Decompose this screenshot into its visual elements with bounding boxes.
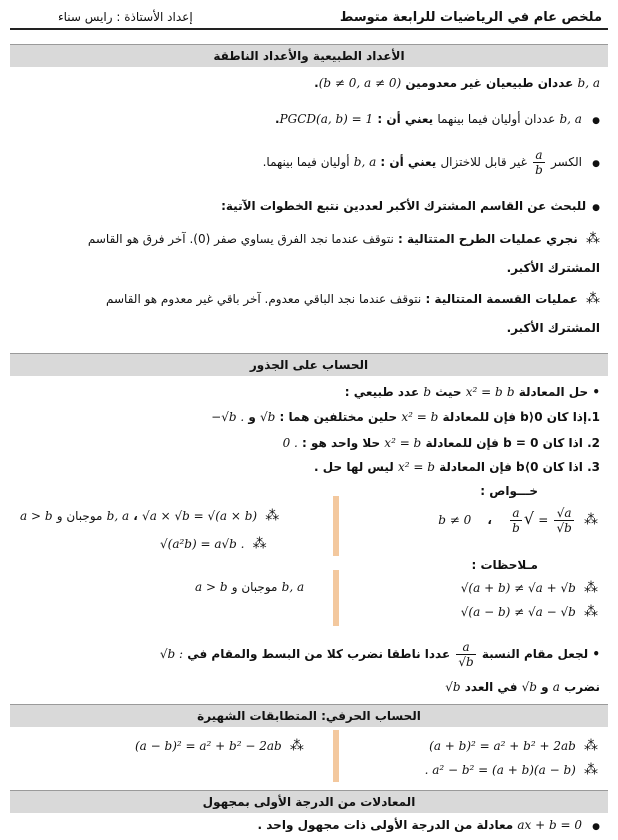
notes-label: مـلاحظات : <box>471 558 538 572</box>
s2-line1: • حل المعادلة b x² = b حيث b عدد طبيعي : <box>344 385 600 399</box>
star-bullet-icon: ⁂ <box>584 738 598 754</box>
star-bullet-icon: ⁂ <box>584 762 598 778</box>
prop-1: ⁂ √a × √b = √(a × b) ، b, a موجبان و a > b <box>20 508 280 524</box>
note-2: ⁂ √(a − b) ≠ √a − √b <box>460 604 598 620</box>
s2-line3: 2. اذا كان b = 0 فإن للمعادلة x² = b حلا واحد هو : 0 . <box>282 436 600 450</box>
page-title: ملخص عام في الرياضيات للرابعة متوسط <box>339 10 602 25</box>
identity-2: ⁂ (a − b)² = a² + b² − 2ab <box>135 738 304 754</box>
divider-bar <box>333 570 339 626</box>
s1-line3: ● الكسر $\frac{a}{b}$ غير قابل للاختزال يعني أن : b, a أوليان فيما بينهما. <box>263 148 600 177</box>
star-bullet-icon: ⁂ <box>584 512 598 528</box>
s1-line2: ● b, a عددان أوليان فيما بينهما يعني أن : PGCD(a, b) = 1. <box>275 112 600 126</box>
star-bullet-icon: ⁂ <box>289 738 304 754</box>
properties-label: خـــواص : <box>480 484 538 498</box>
note-1: ⁂ √(a + b) ≠ √a + √b <box>460 580 598 596</box>
star-bullet-icon: ⁂ <box>265 508 280 524</box>
s1-line8: المشترك الأكبر. <box>506 321 600 335</box>
s1-line1: b, a عددان طبيعيان غير معدومين (b ≠ 0, a ≠ 0). <box>314 76 600 90</box>
star-bullet-icon: ⁂ <box>584 580 598 596</box>
fraction-a-over-b: $\frac{a}{b}$ <box>535 148 543 177</box>
section-title-equations: المعادلات من الدرجة الأولى بمجهول <box>10 790 608 813</box>
prop-2: ⁂ √(a²b) = a√b . <box>160 536 267 552</box>
s2-line2: 1.إذا كان 0⟨b فإن للمعادلة x² = b حلين مختلفين هما : √b و −√b . <box>211 410 600 424</box>
rationalize-line1: • لجعل مقام النسبة $\frac{a}{√b}$ عددا ناطقا نضرب كلا من البسط والمقام في √b : <box>159 640 600 669</box>
s4-line1: ● ax + b = 0 معادلة من الدرجة الأولى ذات مجهول واحد . <box>258 818 600 832</box>
section-title-identities: الحساب الحرفي: المتطابقات الشهيرة <box>10 704 608 727</box>
star-bullet-icon: ⁂ <box>586 231 600 247</box>
author-line: إعداد الأستاذة : رايس سناء <box>58 10 193 24</box>
identity-3: ⁂ . a² − b² = (a + b)(a − b) <box>424 762 598 778</box>
s1-line4: ● للبحث عن القاسم المشترك الأكبر لعددين نتبع الخطوات الآتية: <box>221 199 600 213</box>
note-condition: b, a موجبان و a > b <box>195 580 305 594</box>
star-bullet-icon: ⁂ <box>584 604 598 620</box>
divider-bar <box>333 730 339 782</box>
star-bullet-icon: ⁂ <box>252 536 267 552</box>
s2-line4: 3. اذا كان b⟨0 فإن المعادلة x² = b ليس لها حل . <box>314 460 600 474</box>
section-title-numbers: الأعداد الطبيعية والأعداد الناطقة <box>10 44 608 67</box>
prop-3: ⁂ $\frac{√a}{√b}$ = √ $\frac{a}{b}$ ، b ≠ 0 <box>438 506 598 535</box>
s1-line6: المشترك الأكبر. <box>506 261 600 275</box>
star-bullet-icon: ⁂ <box>586 291 600 307</box>
page-header <box>10 6 608 30</box>
s1-line7: ⁂ عمليات القسمة المتتالية : نتوقف عندما نجد الباقي معدوم. آخر باقي غير معدوم هو القاسم <box>106 291 600 307</box>
identity-1: ⁂ (a + b)² = a² + b² + 2ab <box>429 738 598 754</box>
rationalize-line2: نضرب a و √b في العدد √b <box>445 680 600 694</box>
s1-line5: ⁂ نجري عمليات الطرح المتتالية : نتوقف عندما نجد الفرق يساوي صفر (0). آخر فرق هو القاسم <box>87 231 600 247</box>
section-title-roots: الحساب على الجذور <box>10 353 608 376</box>
divider-bar <box>333 496 339 556</box>
